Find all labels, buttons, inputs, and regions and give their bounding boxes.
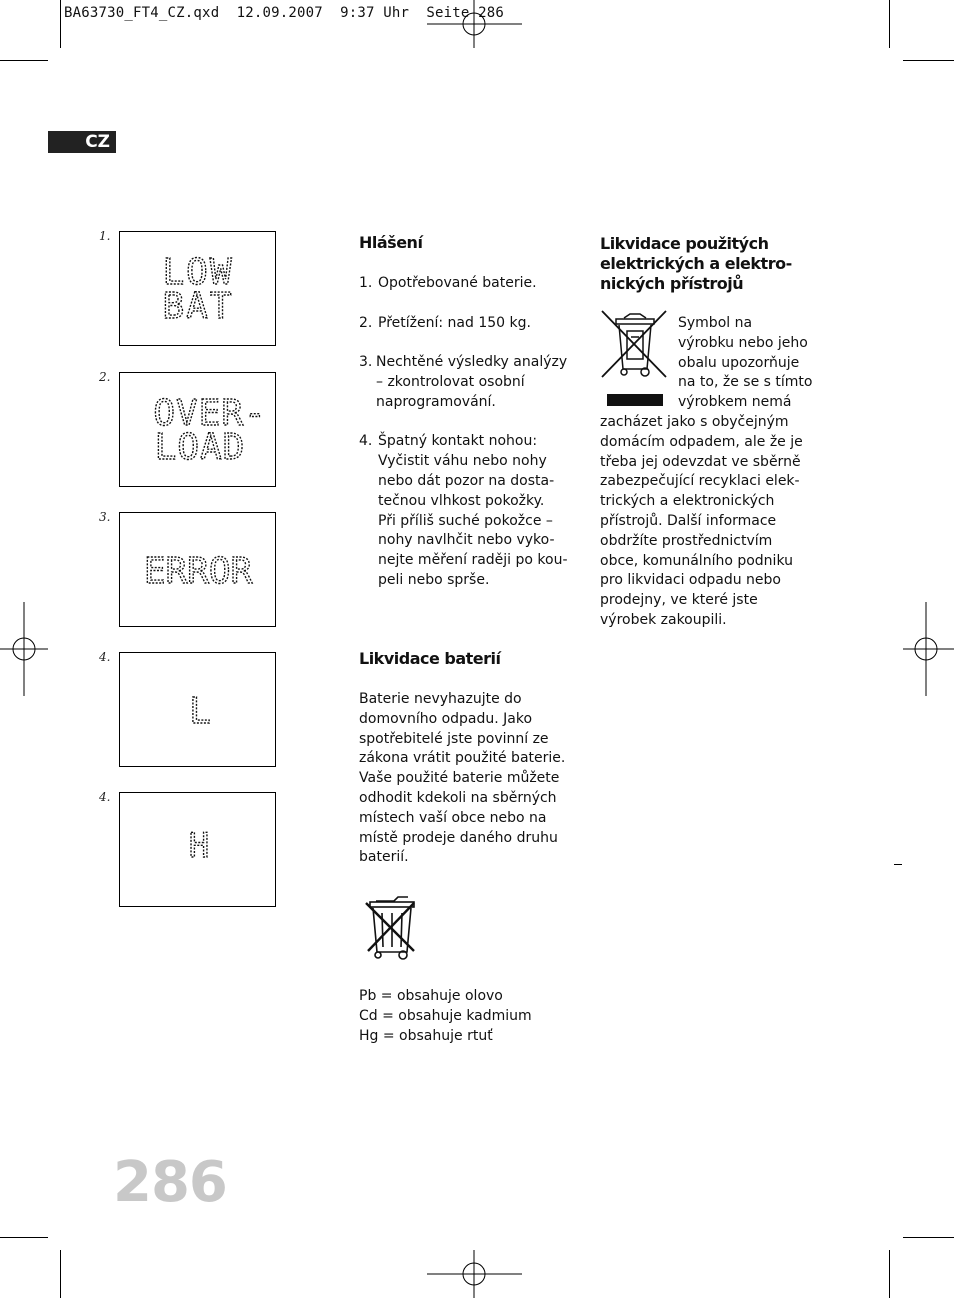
heading-line: elektrických a elektro-	[600, 254, 792, 273]
lcd-display-error	[119, 512, 276, 627]
lcd-line: LOAD	[154, 427, 246, 468]
weee-body-text	[600, 413, 830, 631]
text-line: odhodit kdekoli na sběrných	[359, 789, 557, 806]
item-text: nejte měření raději po kou-	[378, 552, 568, 569]
legend-line: Hg = obsahuje rtuť	[359, 1027, 493, 1044]
text-line: spotřebitelé jste povinní ze	[359, 730, 549, 747]
crossed-bin-icon	[362, 895, 422, 963]
text-line: na to, že se s tímto	[678, 374, 813, 391]
text-line: výrobku nebo jeho	[678, 334, 808, 351]
text-line: Symbol na	[678, 315, 753, 331]
lcd-display-overload	[119, 372, 276, 487]
lcd-line: L	[189, 691, 211, 732]
figure-number: 1.	[99, 229, 111, 243]
item-number: 1.	[359, 275, 373, 291]
figure-number: 3.	[99, 510, 111, 524]
text-line: přístrojů. Další informace	[600, 512, 777, 529]
heading-line: Likvidace použitých	[600, 234, 769, 253]
text-line: pro likvidaci odpadu nebo	[600, 572, 781, 589]
messages-list	[359, 274, 579, 591]
list-item	[359, 314, 579, 334]
text-line: místech vaší obce nebo na	[359, 809, 547, 826]
figure-number: 4.	[99, 650, 111, 664]
text-line: místě prodeje daného druhu	[359, 829, 558, 846]
text-line: zabezpečující recyklaci elek-	[600, 473, 800, 490]
lcd-display-low-bat	[119, 231, 276, 346]
item-text: naprogramování.	[376, 393, 496, 410]
list-item	[359, 432, 579, 590]
item-text: Opotřebované baterie.	[378, 275, 537, 291]
list-item	[359, 353, 579, 412]
lcd-line: BAT	[162, 286, 234, 327]
legend-line: Cd = obsahuje kadmium	[359, 1007, 532, 1024]
batteries-text	[359, 690, 574, 868]
weee-bin-icon	[600, 309, 670, 409]
item-number: 2.	[359, 314, 373, 331]
text-line: domácím odpadem, ale že je	[600, 433, 803, 450]
language-tab: CZ	[48, 131, 116, 153]
text-line: trických a elektronických	[600, 493, 775, 510]
text-line: domovního odpadu. Jako	[359, 710, 533, 727]
weee-heading	[600, 234, 830, 294]
item-text: Při příliš suché pokožce –	[378, 512, 553, 529]
batteries-heading: Likvidace baterií	[359, 649, 501, 668]
figure-number: 2.	[99, 370, 111, 384]
item-text: tečnou vlhkost pokožky.	[378, 492, 545, 509]
list-item	[359, 274, 579, 294]
text-line: zacházet jako s obyčejným	[600, 414, 789, 430]
text-line: třeba jej odevzdat ve sběrně	[600, 453, 801, 470]
figure-number: 4.	[99, 790, 111, 804]
text-line: obdržíte prostřednictvím	[600, 532, 773, 549]
text-line: Vaše použité baterie můžete	[359, 770, 560, 787]
item-number: 4.	[359, 433, 373, 450]
item-text: nohy navlhčit nebo vyko-	[378, 532, 555, 549]
chemical-legend	[359, 987, 579, 1046]
print-slug: BA63730_FT4_CZ.qxd 12.09.2007 9:37 Uhr Seite 286	[64, 5, 505, 21]
legend-line: Pb = obsahuje olovo	[359, 988, 503, 1004]
item-number: 3.	[359, 354, 373, 371]
text-line: zákona vrátit použité baterie.	[359, 750, 566, 767]
item-text: nebo dát pozor na dosta-	[378, 472, 555, 489]
page-number: 286	[113, 1150, 227, 1215]
text-line: baterií.	[359, 849, 409, 866]
text-line: prodejny, ve které jste	[600, 592, 758, 609]
item-text: Přetížení: nad 150 kg.	[378, 314, 531, 331]
item-text: Špatný kontakt nohou:	[378, 433, 538, 450]
item-text: peli nebo sprše.	[378, 571, 490, 588]
text-line: Baterie nevyhazujte do	[359, 691, 522, 707]
item-text: Vyčistit váhu nebo nohy	[378, 453, 547, 470]
lcd-line: H	[188, 826, 210, 866]
weee-side-text	[678, 314, 828, 413]
item-text: – zkontrolovat osobní	[376, 373, 525, 390]
text-line: výrobek zakoupili.	[600, 611, 727, 628]
text-line: obalu upozorňuje	[678, 354, 800, 371]
lcd-display-h	[119, 792, 276, 907]
item-text: Nechtěné výsledky analýzy	[376, 354, 568, 371]
text-line: obce, komunálního podniku	[600, 552, 793, 569]
heading-line: nických přístrojů	[600, 274, 744, 293]
lcd-line: LOW	[162, 252, 234, 293]
text-line: výrobkem nemá	[678, 394, 792, 411]
messages-heading: Hlášení	[359, 233, 423, 252]
lcd-line: OVER-	[153, 393, 267, 434]
lcd-line: ERROR	[143, 551, 253, 592]
lcd-display-l	[119, 652, 276, 767]
